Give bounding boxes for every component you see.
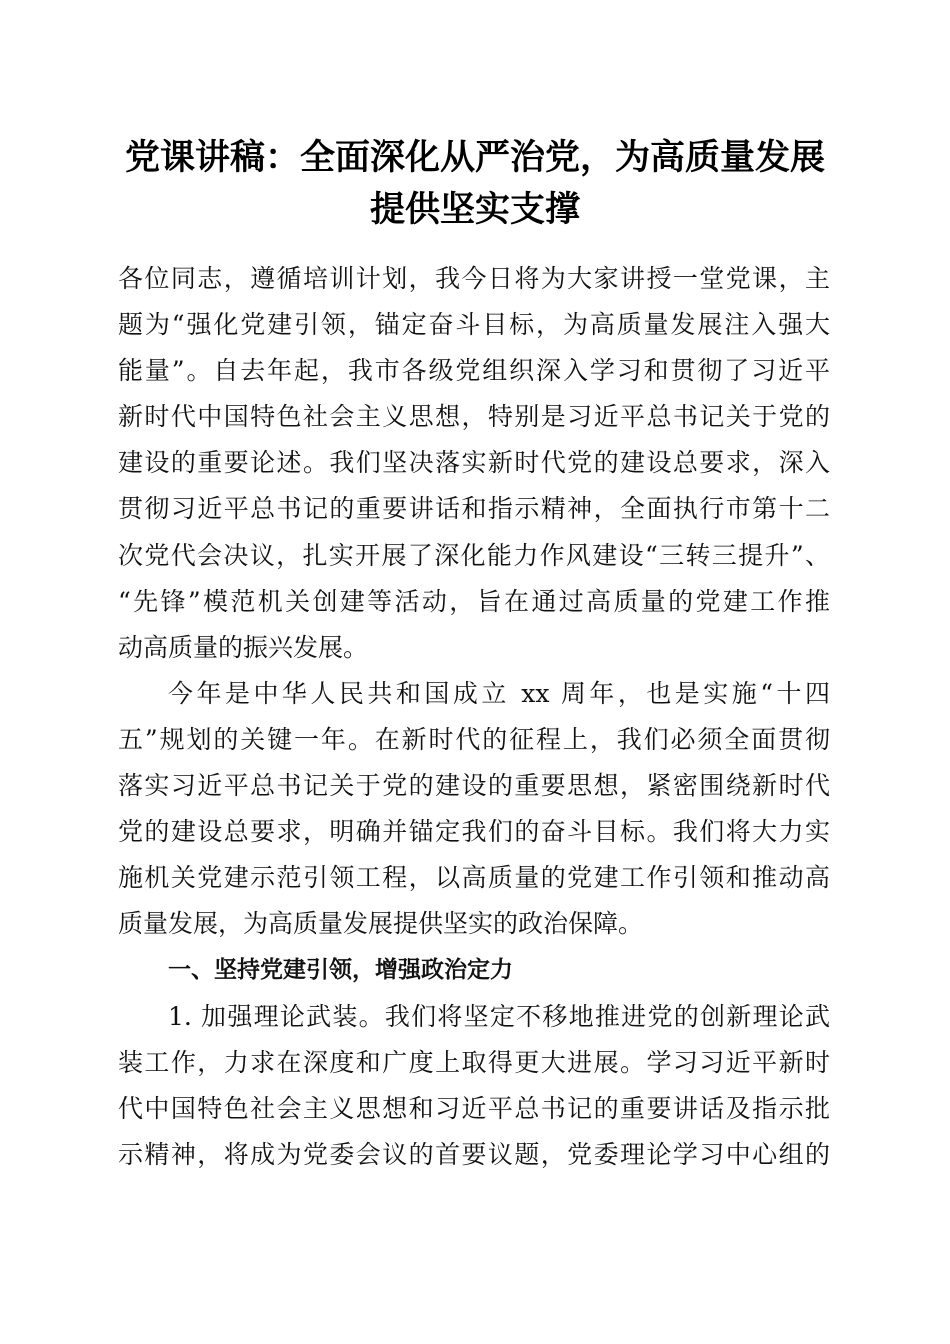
paragraph-opening bbox=[118, 256, 830, 671]
paragraph-line: 能量”。自去年起，我市各级党组织深入学习和贯彻了习近平 bbox=[118, 356, 830, 386]
paragraph-line: 次党代会决议，扎实开展了深化能力作风建设“三转三提升”、 bbox=[118, 540, 830, 570]
paragraph-line: 五”规划的关键一年。在新时代的征程上，我们必须全面贯彻 bbox=[118, 724, 830, 754]
paragraph-line: 党的建设总要求，明确并锚定我们的奋斗目标。我们将大力实 bbox=[118, 817, 830, 847]
paragraph-line: 代中国特色社会主义思想和习近平总书记的重要讲话及指示批 bbox=[118, 1093, 830, 1123]
document-title-line-1: 党课讲稿：全面深化从严治党，为高质量发展 bbox=[124, 137, 825, 178]
paragraph-line: 建设的重要论述。我们坚决落实新时代党的建设总要求，深入 bbox=[118, 448, 830, 478]
paragraph-line: 各位同志，遵循培训计划，我今日将为大家讲授一堂党课，主 bbox=[118, 264, 830, 293]
paragraph-theory bbox=[118, 994, 830, 1178]
document-body bbox=[118, 256, 830, 1178]
paragraph-line: 装工作，力求在深度和广度上取得更大进展。学习习近平新时 bbox=[118, 1047, 830, 1077]
paragraph-line: 今年是中华人民共和国成立 xx 周年，也是实施“十四 bbox=[168, 678, 830, 708]
section-heading: 一、坚持党建引领，增强政治定力 bbox=[168, 957, 513, 984]
paragraph-line: 题为“强化党建引领，锚定奋斗目标，为高质量发展注入强大 bbox=[118, 310, 830, 340]
paragraph-line: 示精神，将成为党委会议的首要议题，党委理论学习中心组的 bbox=[118, 1139, 830, 1169]
paragraph-line: “先锋”模范机关创建等活动，旨在通过高质量的党建工作推 bbox=[118, 586, 830, 616]
document-title-line-2: 提供坚实支撑 bbox=[369, 189, 580, 230]
paragraph-line: 落实习近平总书记关于党的建设的重要思想，紧密围绕新时代 bbox=[118, 771, 830, 801]
paragraph-line: 施机关党建示范引领工程，以高质量的党建工作引领和推动高 bbox=[118, 863, 830, 893]
paragraph-context bbox=[118, 671, 830, 948]
paragraph-line: 新时代中国特色社会主义思想，特别是习近平总书记关于党的 bbox=[118, 402, 830, 432]
paragraph-line: 贯彻习近平总书记的重要讲话和指示精神，全面执行市第十二 bbox=[118, 494, 830, 524]
paragraph-line: 质量发展，为高质量发展提供坚实的政治保障。 bbox=[118, 909, 644, 939]
paragraph-line: 1. 加强理论武装。我们将坚定不移地推进党的创新理论武 bbox=[168, 1001, 830, 1031]
paragraph-line: 动高质量的振兴发展。 bbox=[118, 632, 369, 662]
